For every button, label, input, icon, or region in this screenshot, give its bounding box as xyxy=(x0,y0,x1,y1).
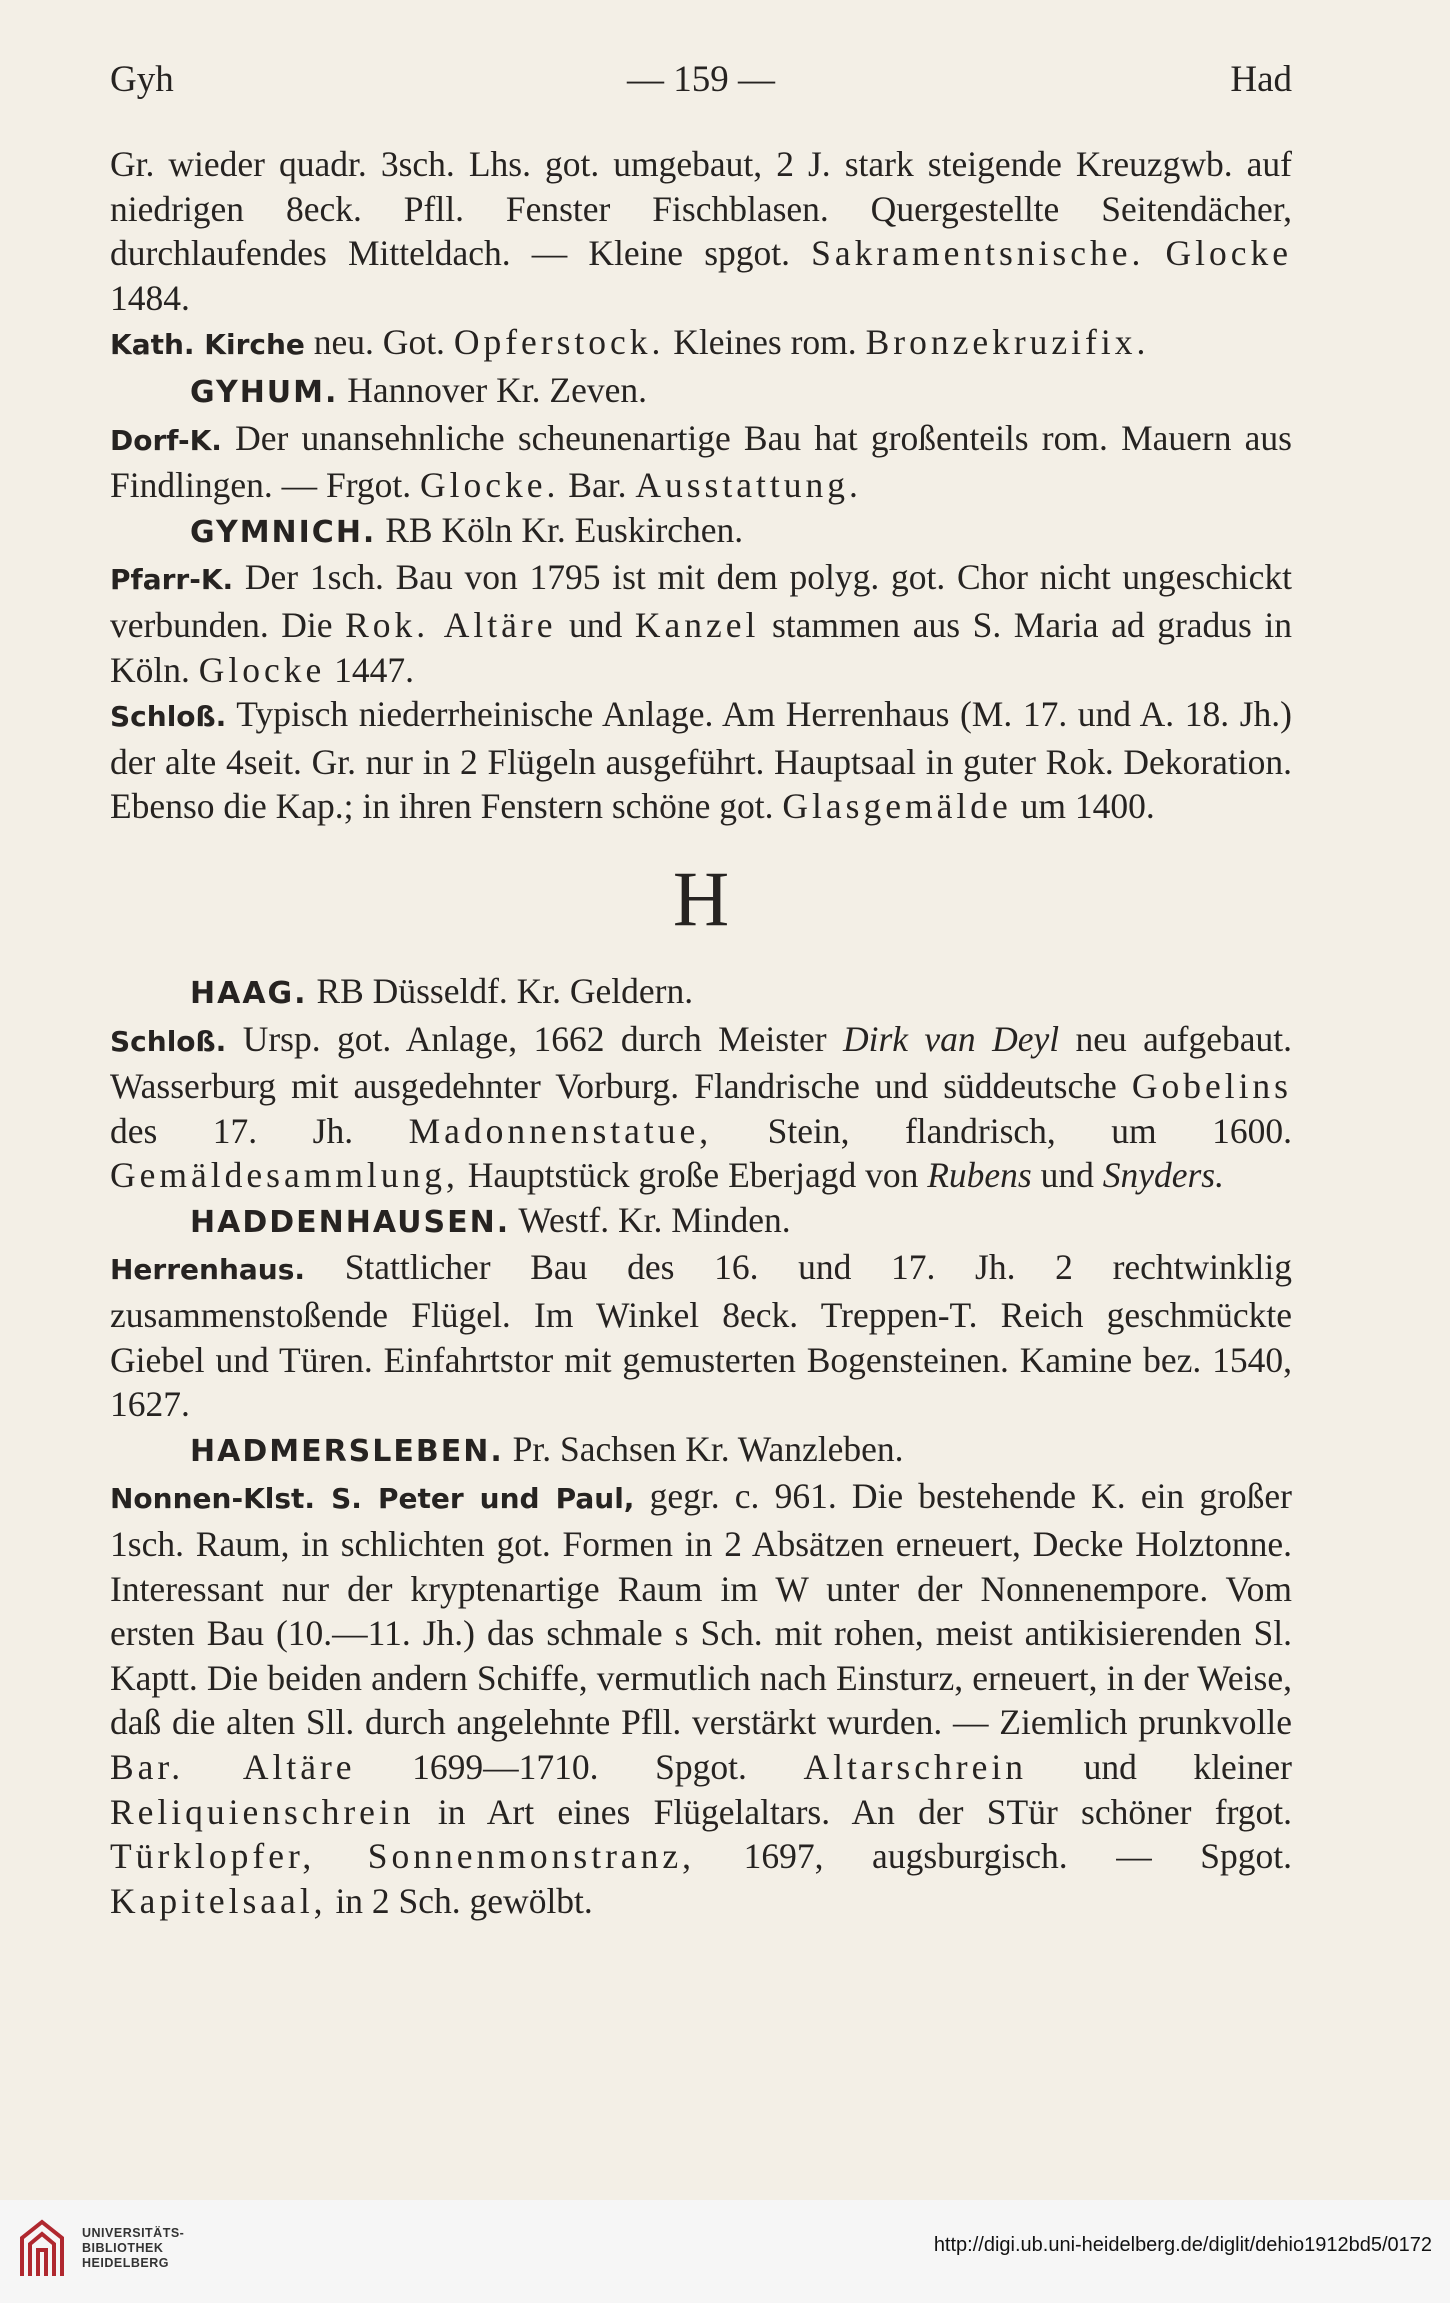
place-location: Pr. Sachsen Kr. Wanzleben. xyxy=(503,1428,904,1469)
spaced-term: Opferstock. xyxy=(453,322,665,363)
artist-name: Rubens xyxy=(927,1155,1032,1196)
text-run: in Art eines Flügelaltars. An der STür schöner frgot. xyxy=(414,1791,1292,1832)
library-name-line: UNIVERSITÄTS- xyxy=(82,2226,185,2240)
spaced-term: Gobelins xyxy=(1131,1066,1292,1107)
text-run: Typisch niederrheinische Anlage. Am Herrenhaus (M. 17. und A. 18. Jh.) der alte 4seit. Gr. nur in 2 Flügeln ausgeführt. Hauptsaal in guter Rok. Dekoration. Ebenso die Kap.; in ihren Fenstern schöne got. xyxy=(110,694,1292,827)
header-right-keyword: Had xyxy=(1230,59,1292,100)
spaced-term: Kanzel xyxy=(634,604,760,645)
building-keyword: Nonnen-Klst. S. Peter und Paul, xyxy=(110,1482,635,1516)
text-run: neu. Got. xyxy=(304,322,454,363)
building-keyword: Herrenhaus. xyxy=(110,1253,306,1287)
library-name xyxy=(82,2226,184,2271)
artist-name: Snyders. xyxy=(1102,1155,1224,1196)
library-name-line: HEIDELBERG xyxy=(82,2256,169,2270)
text-run: 1697, augsburgisch. — Spgot. xyxy=(695,1836,1292,1877)
place-name: GYMNICH. xyxy=(190,514,377,550)
paragraph-schloss-gymnich xyxy=(110,692,1292,829)
spaced-term: Kapitelsaal, xyxy=(110,1880,327,1921)
section-letter: H xyxy=(672,854,730,942)
artist-name: Dirk van Deyl xyxy=(842,1018,1060,1059)
place-location: RB Düsseldf. Kr. Geldern. xyxy=(307,970,694,1011)
place-name: HADDENHAUSEN. xyxy=(190,1204,511,1240)
running-header xyxy=(110,58,1292,106)
page-number: — 159 — xyxy=(627,59,775,100)
building-keyword: Schloß. xyxy=(110,1024,227,1058)
text-run: Bar. xyxy=(559,465,636,506)
entry-heading-hadmersleben xyxy=(110,1427,1292,1475)
spaced-term: Altarschrein xyxy=(803,1747,1027,1787)
header-left-keyword: Gyh xyxy=(110,59,174,100)
viewer-footer xyxy=(0,2200,1450,2303)
page-body xyxy=(110,142,1292,1923)
text-run xyxy=(1144,233,1165,273)
place-name: HAAG. xyxy=(190,975,308,1011)
paragraph-nonnen-klst xyxy=(110,1474,1292,1923)
paragraph-dorf-k xyxy=(110,416,1292,508)
place-name: GYHUM. xyxy=(190,374,339,410)
spaced-term: Türklopfer, Sonnenmonstranz, xyxy=(110,1836,696,1877)
spaced-term: Glocke xyxy=(1165,233,1292,274)
spaced-term: Bronzekruzifix. xyxy=(865,322,1150,363)
paragraph-kath-kirche xyxy=(110,320,1292,368)
spaced-term: Sakramentsnische. xyxy=(811,233,1145,274)
place-location: RB Köln Kr. Euskirchen. xyxy=(376,509,744,550)
paragraph-pfarr-k xyxy=(110,555,1292,692)
spaced-term: Glasgemälde xyxy=(782,786,1012,827)
text-run: Der unansehnliche scheunenartige Bau hat großenteils rom. Mauern aus Findlingen. — Frgot. xyxy=(110,417,1292,506)
library-name-line: BIBLIOTHEK xyxy=(82,2241,164,2255)
entry-heading-haag xyxy=(110,969,1292,1017)
text-run: des 17. Jh. xyxy=(110,1110,409,1151)
paragraph-herrenhaus xyxy=(110,1245,1292,1426)
permalink-url[interactable]: http://digi.ub.uni-heidelberg.de/diglit/dehio1912bd5/0172 xyxy=(933,2234,1432,2256)
text-run: Gr. wieder quadr. 3sch. Lhs. got. umgebaut, 2 J. stark steigende Kreuzgwb. auf niedrigen 8eck. Pfll. Fenster Fischblasen. Quergestellte Seitendächer, durchlaufendes Mitteldach. — Kleine spgot. xyxy=(110,144,1292,274)
spaced-term: Glocke. xyxy=(420,465,560,506)
text-run: Kleines rom. xyxy=(664,322,866,363)
university-library-logo-icon xyxy=(18,2218,66,2280)
text-run: stammen aus S. Maria ad gradus in Köln. xyxy=(110,604,1293,690)
place-location: Hannover Kr. Zeven. xyxy=(338,369,647,410)
entry-heading-gymnich xyxy=(110,508,1292,556)
text-run: Der 1sch. Bau von 1795 ist mit dem polyg. got. Chor nicht ungeschickt verbunden. Die xyxy=(110,557,1292,645)
place-name: HADMERSLEBEN. xyxy=(190,1433,504,1469)
building-keyword: Dorf-K. xyxy=(110,423,222,457)
spaced-term: Glocke xyxy=(198,649,326,690)
text-run: Hauptstück große Eberjagd von xyxy=(458,1155,928,1196)
text-run: 1484. xyxy=(110,277,190,318)
spaced-term: Bar. Altäre xyxy=(110,1747,356,1787)
building-keyword: Kath. Kirche xyxy=(110,328,305,362)
paragraph-gr-wieder xyxy=(110,142,1292,320)
entry-heading-haddenhausen xyxy=(110,1198,1292,1246)
paragraph-schloss-haag xyxy=(110,1017,1292,1198)
text-run: 1447. xyxy=(325,649,415,690)
text-run: gegr. c. 961. Die bestehende K. ein großer 1sch. Raum, in schlichten got. Formen in 2 Absätzen erneuert, Decke Holztonne. Interessant nur der kryptenartige Raum im W unter der Nonnenempore. Vom ersten Bau (10.—11. Jh.) das schmale s Sch. mit rohen, meist antikisierenden Sl. Kaptt. Die beiden andern Schiffe, vermutlich nach Einsturz, erneuert, in der Weise, daß die alten Sll. durch angelehnte Pfll. verstärkt wurden. — Ziemlich prunkvolle xyxy=(110,1476,1292,1743)
spaced-term: Gemäldesammlung, xyxy=(110,1155,459,1196)
text-run: Ursp. got. Anlage, 1662 durch Meister xyxy=(226,1018,843,1059)
building-keyword: Schloß. xyxy=(110,700,227,734)
entry-heading-gyhum xyxy=(110,368,1292,416)
spaced-term: Reliquienschrein xyxy=(110,1791,415,1832)
text-run: in 2 Sch. gewölbt. xyxy=(326,1880,593,1921)
text-run: und kleiner xyxy=(1026,1747,1292,1787)
building-keyword: Pfarr-K. xyxy=(110,563,234,597)
text-run: und xyxy=(556,604,635,645)
text-run: Stattlicher Bau des 16. und 17. Jh. 2 rechtwinklig zusammenstoßende Flügel. Im Winkel 8eck. Treppen-T. Reich geschmückte Giebel und Türen. Einfahrtstor mit gemusterten Bogensteinen. Kamine bez. 1540, 1627. xyxy=(110,1247,1292,1425)
text-run: um 1400. xyxy=(1011,786,1155,827)
text-run: neu aufgebaut. Wasserburg mit ausgedehnter Vorburg. Flandrische und süddeutsche xyxy=(110,1018,1292,1107)
text-run: und xyxy=(1031,1155,1103,1196)
spaced-term: Madonnenstatue, xyxy=(408,1110,713,1151)
spaced-term: Rok. Altäre xyxy=(345,604,557,645)
spaced-term: Ausstattung. xyxy=(635,465,862,506)
text-run: 1699—1710. Spgot. xyxy=(355,1747,804,1787)
text-run: Stein, flandrisch, um 1600. xyxy=(712,1110,1292,1151)
place-location: Westf. Kr. Minden. xyxy=(510,1199,791,1240)
